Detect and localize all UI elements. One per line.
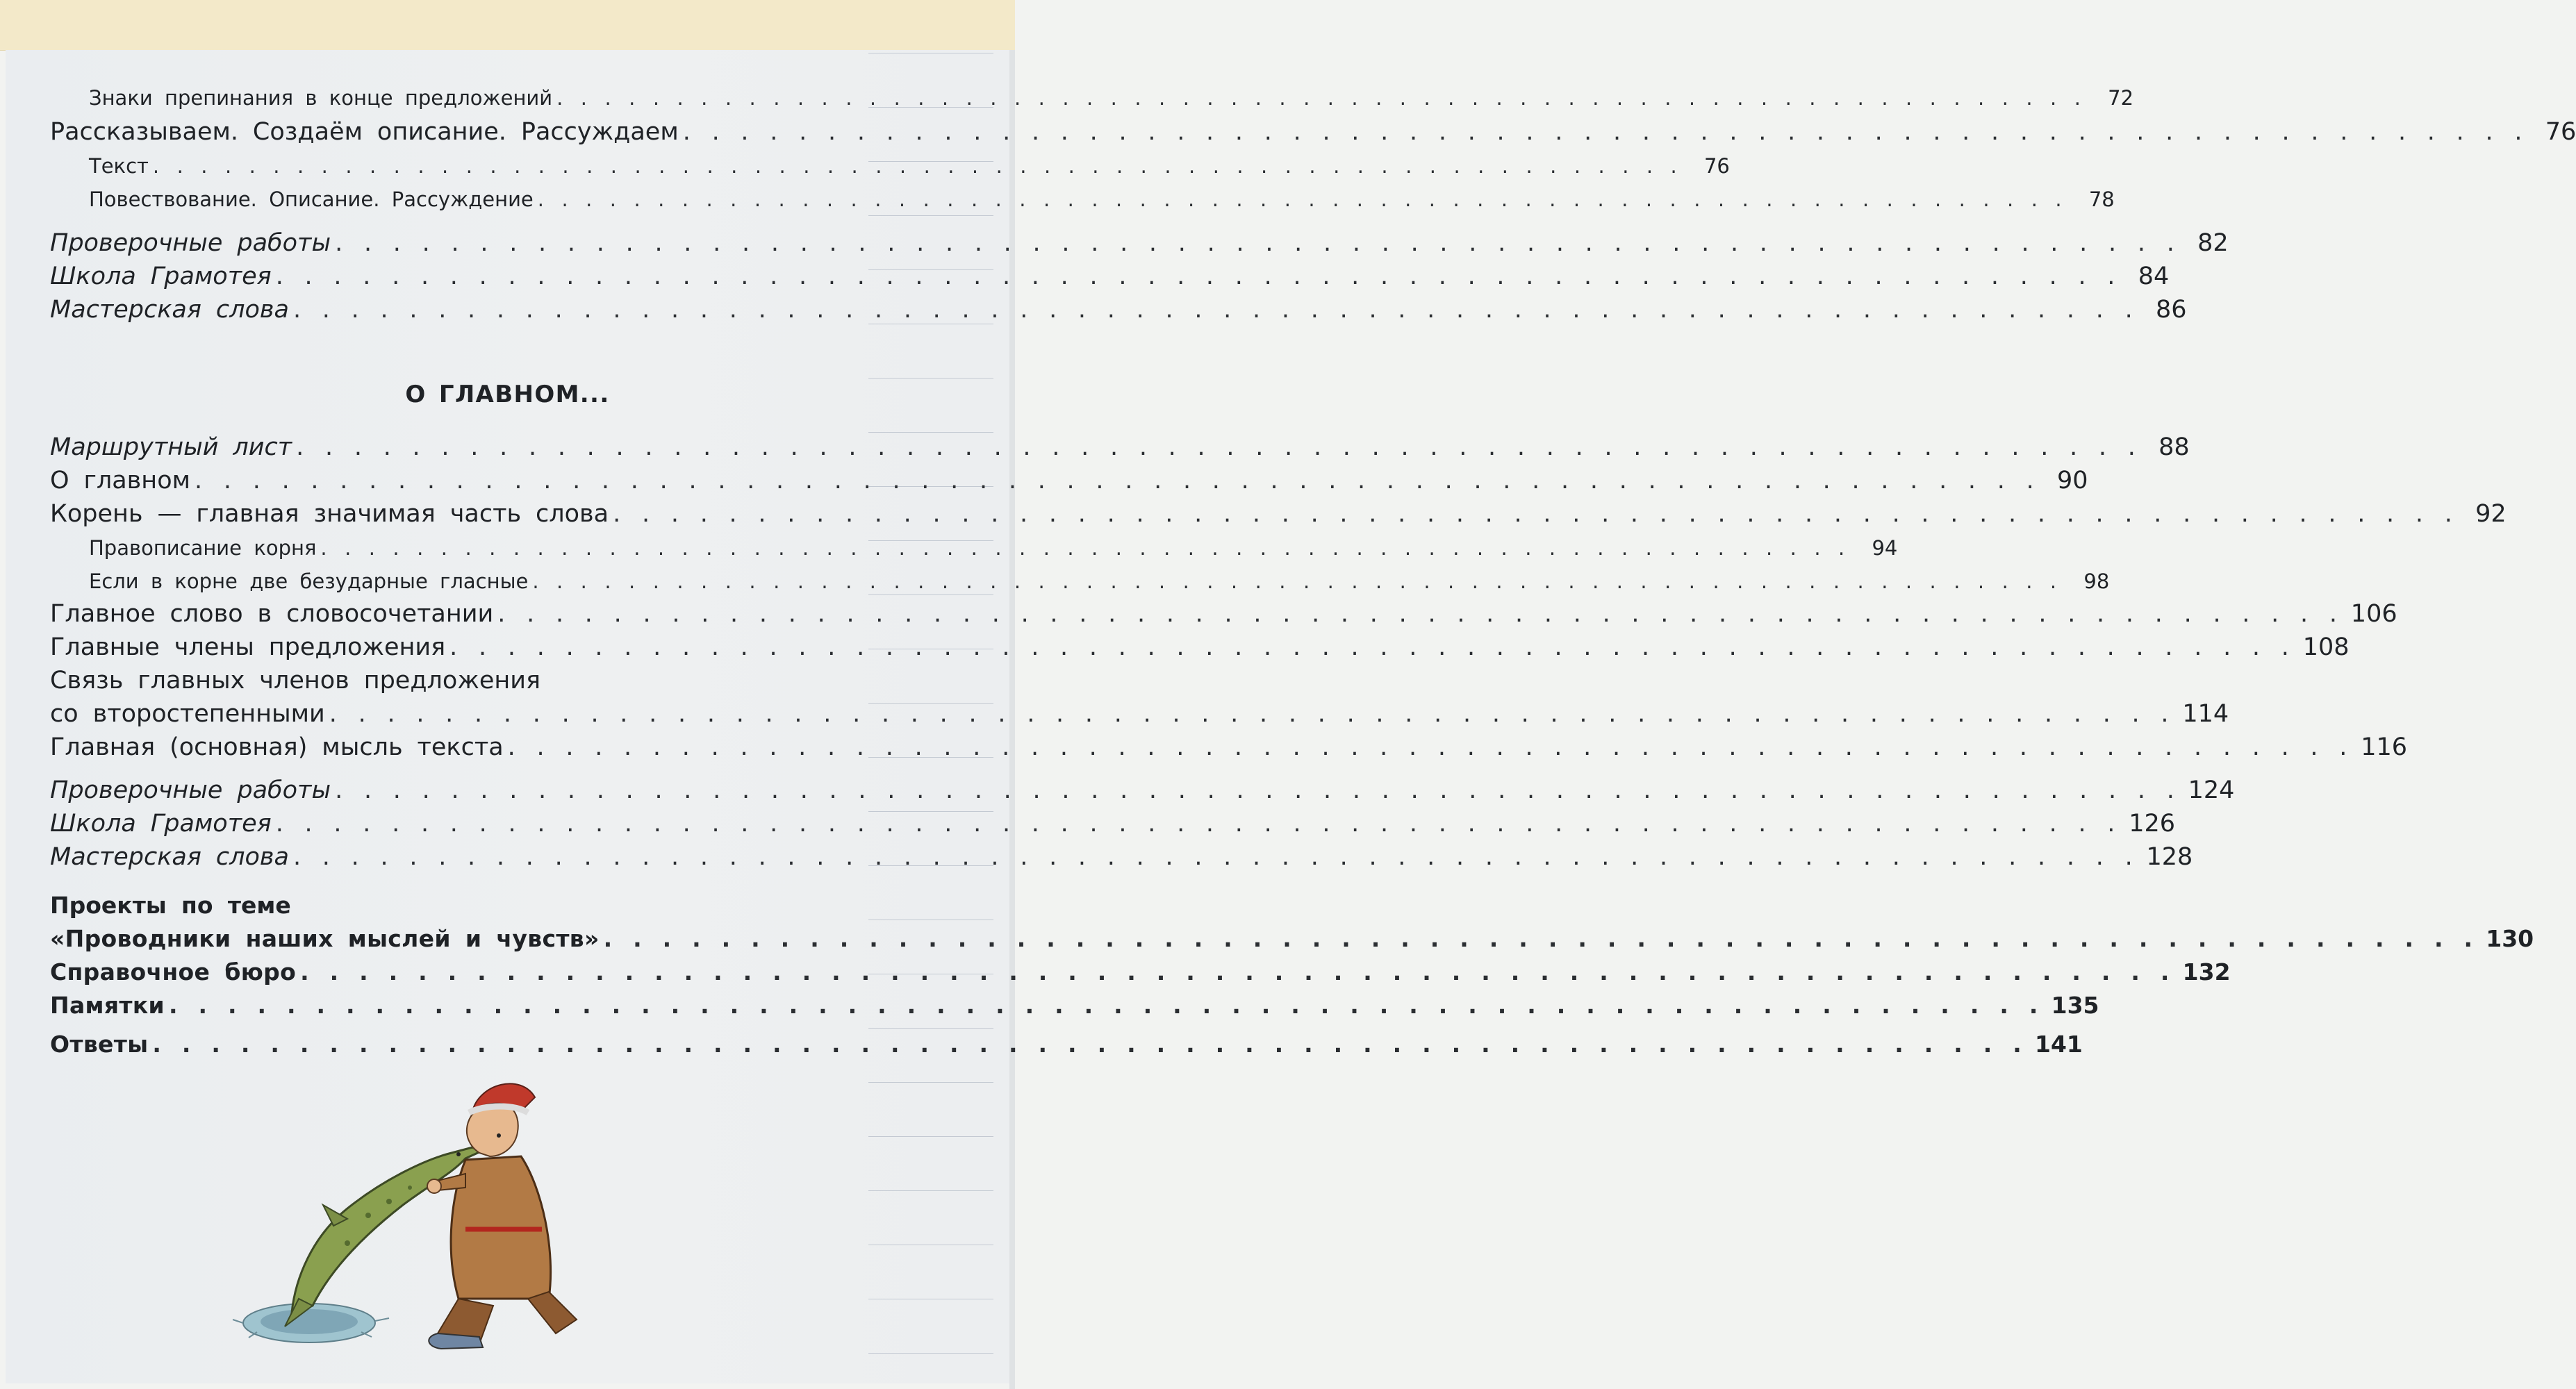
toc-entry-title-line: Связь главных членов предложения: [50, 667, 541, 694]
toc-leader-dots: . . . . . . . . . . . . . . . . . . . . . . . . . . . . . . . . . . . . . . . . . . . . . . . . . . . . . . . . . . . . . . . .: [613, 500, 2459, 528]
toc-leader-dots: . . . . . . . . . . . . . . . . . . . . . . . . . . . . . . . . . . . . . . . . . . . . . . . . . . . . . . . . . . . . . . . .: [507, 733, 2354, 761]
toc-entry-title: со второстепенными: [50, 700, 325, 728]
toc-leader-dots: . . . . . . . . . . . . . . . . . . . . . . . . . . . . . . . . . . . . . . . . . . . . . . . . . . . . . . . . . . . . . . . .: [532, 569, 2063, 593]
toc-leader-dots: . . . . . . . . . . . . . . . . . . . . . . . . . . . . . . . . . . . . . . . . . . . . . . . . . . . . . . . . . . . . . . . .: [275, 263, 2122, 290]
toc-entry[interactable]: [50, 433, 2190, 461]
toc-leader-dots: . . . . . . . . . . . . . . . . . . . . . . . . . . . . . . . . . . . . . . . . . . . . . . . . . . . . . . . . . . . . . . . .: [152, 1031, 2028, 1058]
toc-entry-title: Текст: [89, 154, 149, 178]
toc-leader-dots: . . . . . . . . . . . . . . . . . . . . . . . . . . . . . . . . . . . . . . . . . . . . . . . . . . . . . . . . . . . . . . . .: [329, 700, 2176, 728]
toc-entry[interactable]: [89, 569, 2110, 593]
toc-entry-title: Главные члены предложения: [50, 633, 446, 661]
toc-leader-dots: . . . . . . . . . . . . . . . . . . . . . . . . . . . . . . . . . . . . . . . . . . . . . . . . . . . . . . . . . . . . . . . .: [152, 154, 1683, 178]
toc-leader-dots: . . . . . . . . . . . . . . . . . . . . . . . . . . . . . . . . . . . . . . . . . . . . . . . . . . . . . . . . . . . . . . . .: [195, 467, 2041, 494]
toc-entry[interactable]: [50, 700, 2229, 728]
toc-entry[interactable]: [50, 1031, 2083, 1058]
toc-entry[interactable]: [50, 992, 2099, 1019]
toc-page-number: 135: [2051, 992, 2099, 1019]
toc-entry-title: Проверочные работы: [50, 229, 331, 257]
toc-page-number: 86: [2155, 296, 2187, 324]
toc-entry[interactable]: [89, 154, 1730, 178]
toc-page-number: 124: [2188, 776, 2235, 804]
toc-entry-title: Школа Грамотея: [50, 263, 272, 290]
toc-page-number: 76: [2545, 118, 2576, 146]
toc-entry-title: «Проводники наших мыслей и чувств»: [50, 925, 600, 952]
toc-page-number: 90: [2057, 467, 2088, 494]
toc-page-number: 141: [2035, 1031, 2083, 1058]
toc-entry[interactable]: [50, 229, 2229, 257]
toc-entry-title: Мастерская слова: [50, 843, 289, 871]
toc-entry[interactable]: [50, 843, 2193, 871]
toc-entry[interactable]: [50, 500, 2507, 528]
toc-entry[interactable]: [89, 86, 2134, 110]
toc-entry-title-line: Проекты по теме: [50, 892, 291, 919]
toc-entry[interactable]: [50, 467, 2088, 494]
toc-page-number: 132: [2182, 958, 2231, 985]
ice-hole-icon: [233, 1304, 389, 1342]
toc-entry[interactable]: [50, 296, 2187, 324]
boy-with-pike-illustration: [229, 1070, 646, 1375]
toc-leader-dots: . . . . . . . . . . . . . . . . . . . . . . . . . . . . . . . . . . . . . . . . . . . . . . . . . . . . . . . . . . . . . . . .: [682, 118, 2529, 146]
toc-leader-dots: . . . . . . . . . . . . . . . . . . . . . . . . . . . . . . . . . . . . . . . . . . . . . . . . . . . . . . . . . . . . . . . .: [449, 633, 2296, 661]
toc-leader-dots: . . . . . . . . . . . . . . . . . . . . . . . . . . . . . . . . . . . . . . . . . . . . . . . . . . . . . . . . . . . . . . . .: [335, 229, 2181, 257]
toc-leader-dots: . . . . . . . . . . . . . . . . . . . . . . . . . . . . . . . . . . . . . . . . . . . . . . . . . . . . . . . . . . . . . . . .: [556, 86, 2087, 110]
toc-entry-title: Если в корне две безударные гласные: [89, 569, 529, 593]
toc-entry[interactable]: [50, 733, 2408, 761]
toc-page-number: 108: [2302, 633, 2350, 661]
toc-entry-title: Ответы: [50, 1031, 149, 1058]
toc-leader-dots: . . . . . . . . . . . . . . . . . . . . . . . . . . . . . . . . . . . . . . . . . . . . . . . . . . . . . . . . . . . . . . . .: [300, 958, 2176, 985]
toc-entry[interactable]: [50, 633, 2350, 661]
toc-page-number: 94: [1872, 536, 1898, 560]
toc-leader-dots: . . . . . . . . . . . . . . . . . . . . . . . . . . . . . . . . . . . . . . . . . . . . . . . . . . . . . . . . . . . . . . . .: [275, 810, 2122, 838]
toc-leader-dots: . . . . . . . . . . . . . . . . . . . . . . . . . . . . . . . . . . . . . . . . . . . . . . . . . . . . . . . . . . . . . . . .: [296, 433, 2142, 461]
toc-leader-dots: . . . . . . . . . . . . . . . . . . . . . . . . . . . . . . . . . . . . . . . . . . . . . . . . . . . . . . . . . . . . . . . .: [335, 776, 2181, 804]
toc-entry[interactable]: [50, 776, 2235, 804]
toc-entry-title: Главная (основная) мысль текста: [50, 733, 504, 761]
toc-leader-dots: . . . . . . . . . . . . . . . . . . . . . . . . . . . . . . . . . . . . . . . . . . . . . . . . . . . . . . . . . . . . . . . .: [537, 188, 2067, 211]
toc-page-number: 78: [2088, 188, 2115, 211]
toc-leader-dots: . . . . . . . . . . . . . . . . . . . . . . . . . . . . . . . . . . . . . . . . . . . . . . . . . . . . . . . . . . . . . . . .: [169, 992, 2045, 1019]
toc-page-number: 130: [2486, 925, 2534, 952]
toc-entry[interactable]: [50, 810, 2176, 838]
boy-figure-icon: [427, 1083, 577, 1349]
toc-entry-title: О главном: [50, 467, 191, 494]
toc-entry-title: Правописание корня: [89, 536, 317, 560]
toc-leader-dots: . . . . . . . . . . . . . . . . . . . . . . . . . . . . . . . . . . . . . . . . . . . . . . . . . . . . . . . . . . . . . . . .: [292, 843, 2140, 871]
toc-entry-title: Проверочные работы: [50, 776, 331, 804]
toc-leader-dots: . . . . . . . . . . . . . . . . . . . . . . . . . . . . . . . . . . . . . . . . . . . . . . . . . . . . . . . . . . . . . . . .: [292, 296, 2140, 324]
toc-entry-title: Корень — главная значимая часть слова: [50, 500, 609, 528]
toc-entry[interactable]: [50, 263, 2170, 290]
toc-page-number: 84: [2138, 263, 2170, 290]
toc-leader-dots: . . . . . . . . . . . . . . . . . . . . . . . . . . . . . . . . . . . . . . . . . . . . . . . . . . . . . . . . . . . . . . . .: [497, 600, 2344, 628]
toc-entry-title: Повествование. Описание. Рассуждение: [89, 188, 534, 211]
toc-entry-title: Маршрутный лист: [50, 433, 292, 461]
section-heading: О ГЛАВНОМ...: [405, 381, 610, 408]
toc-entry-title: Справочное бюро: [50, 958, 297, 985]
toc-entry[interactable]: [50, 925, 2534, 952]
toc-page-number: 106: [2350, 600, 2397, 628]
toc-page-number: 82: [2197, 229, 2229, 257]
toc-page-number: 98: [2083, 569, 2110, 593]
toc-page-number: 76: [1703, 154, 1730, 178]
toc-page-number: 116: [2361, 733, 2408, 761]
toc-entry[interactable]: [50, 958, 2231, 985]
toc-leader-dots: . . . . . . . . . . . . . . . . . . . . . . . . . . . . . . . . . . . . . . . . . . . . . . . . . . . . . . . . . . . . . . . .: [320, 536, 1851, 560]
toc-entry[interactable]: [50, 600, 2397, 628]
toc-page-number: 92: [2475, 500, 2507, 528]
toc-entry-title: Знаки препинания в конце предложений: [89, 86, 553, 110]
toc-entry-title: Памятки: [50, 992, 165, 1019]
toc-page-number: 126: [2129, 810, 2176, 838]
toc-page-number: 72: [2108, 86, 2134, 110]
toc-entry[interactable]: [89, 188, 2115, 211]
toc-page-number: 114: [2182, 700, 2229, 728]
toc-page-number: 88: [2158, 433, 2190, 461]
toc-entry-title: Мастерская слова: [50, 296, 289, 324]
toc-entry[interactable]: [89, 536, 1898, 560]
toc-entry-title: Школа Грамотея: [50, 810, 272, 838]
toc-leader-dots: . . . . . . . . . . . . . . . . . . . . . . . . . . . . . . . . . . . . . . . . . . . . . . . . . . . . . . . . . . . . . . . .: [603, 925, 2479, 952]
toc-entry-title: Главное слово в словосочетании: [50, 600, 494, 628]
toc-entry-title: Рассказываем. Создаём описание. Рассуждаем: [50, 118, 679, 146]
toc-entry[interactable]: [50, 118, 2576, 146]
toc-page-number: 128: [2146, 843, 2193, 871]
